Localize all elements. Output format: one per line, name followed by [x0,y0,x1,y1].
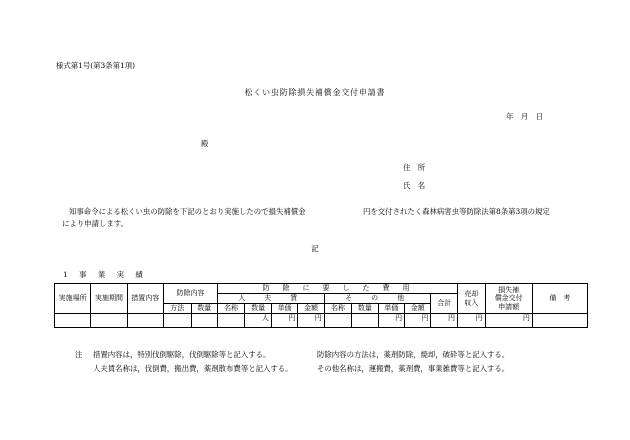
addressee-suffix: 殿 [201,139,209,148]
cell-control-method[interactable] [163,314,191,328]
cell-total[interactable] [431,314,458,328]
header-labor-amount: 金額 [298,304,324,314]
notes [75,348,509,376]
header-expenses-group: 防 除 に 要 し た 費 用 [217,284,457,294]
body-text-line1b: 円を交付されたく森林病害虫等防除法第8条第3項の規定 [363,207,550,216]
header-location: 実施場所 [55,284,91,314]
cell-other-unit-price[interactable] [378,314,404,328]
section-title: 1 事 業 実 績 [63,270,145,279]
body-text-line2: により申請します。 [62,219,128,228]
header-other-amount: 金額 [405,304,431,314]
body-text-line1a: 知事命令による松くい虫の防除を下記のとおり実施したので損失補償金 [69,207,306,216]
note-line1a: 措置内容は，特別伐倒駆除，伐倒駆除等と記入する。 [93,350,271,359]
cell-measures[interactable] [127,314,163,328]
cell-control-quantity[interactable] [191,314,217,328]
header-total: 合計 [431,294,458,314]
unit-yen: 円 [475,314,483,322]
cell-location[interactable] [55,314,91,328]
cell-labor-unit-price[interactable] [271,314,297,328]
ki-marker: 記 [311,244,319,253]
notes-prefix: 注 [75,350,83,359]
applicant-name-label: 氏 名 [403,181,426,190]
note-line2a: 人夫賃名称は，伐倒費，搬出費，薬剤散布費等と記入する。 [93,364,293,373]
note-line2b: その他名称は，運搬費，薬剤費，事業雑費等と記入する。 [317,364,510,373]
header-loss-1: 損失補 [498,285,520,294]
header-loss [485,284,532,314]
note-line1b: 防除内容の方法は，薬剤防除，焼却，破砕等と記入する。 [317,350,510,359]
cell-other-amount[interactable] [405,314,431,328]
header-labor: 人 夫 賃 [217,294,324,304]
header-other-name: 名称 [324,304,352,314]
cell-labor-amount[interactable] [298,314,324,328]
unit-yen: 円 [448,314,456,322]
cell-other-quantity[interactable] [352,314,378,328]
cell-sale[interactable] [458,314,486,328]
unit-person: 人 [261,314,269,322]
header-remarks: 備 考 [532,284,587,314]
form-number: 様式第1号(第3条第1項) [56,61,135,70]
header-labor-quantity: 数量 [245,304,271,314]
header-sale-1: 売却 [464,290,479,298]
header-sale [458,284,486,314]
applicant-address-label: 住 所 [403,163,426,172]
unit-yen: 円 [522,314,530,322]
date-line: 年 月 日 [506,112,543,121]
header-other: そ の 他 [324,294,431,304]
cell-period[interactable] [91,314,127,328]
unit-yen: 円 [288,314,296,322]
cell-labor-name[interactable] [217,314,245,328]
cell-labor-quantity[interactable] [245,314,271,328]
header-other-unit-price: 単価 [378,304,404,314]
header-labor-unit-price: 単価 [271,304,297,314]
unit-yen: 円 [395,314,403,322]
header-measures: 措置内容 [127,284,163,314]
header-period: 実施期間 [91,284,127,314]
cell-other-name[interactable] [324,314,352,328]
header-loss-3: 申請額 [498,302,520,311]
document-title: 松くい虫防除損失補償金交付申請書 [244,88,386,97]
cell-loss[interactable] [485,314,532,328]
cell-remarks[interactable] [532,314,587,328]
header-control-method: 方法 [163,304,191,314]
header-labor-name: 名称 [217,304,245,314]
header-loss-2: 償金交付 [494,294,523,303]
unit-yen: 円 [421,314,429,322]
header-control: 防除内容 [163,284,217,304]
header-sale-2: 収入 [464,298,479,307]
header-control-quantity: 数量 [191,304,217,314]
header-other-quantity: 数量 [352,304,378,314]
unit-yen: 円 [314,314,322,322]
business-results-table [54,283,588,328]
